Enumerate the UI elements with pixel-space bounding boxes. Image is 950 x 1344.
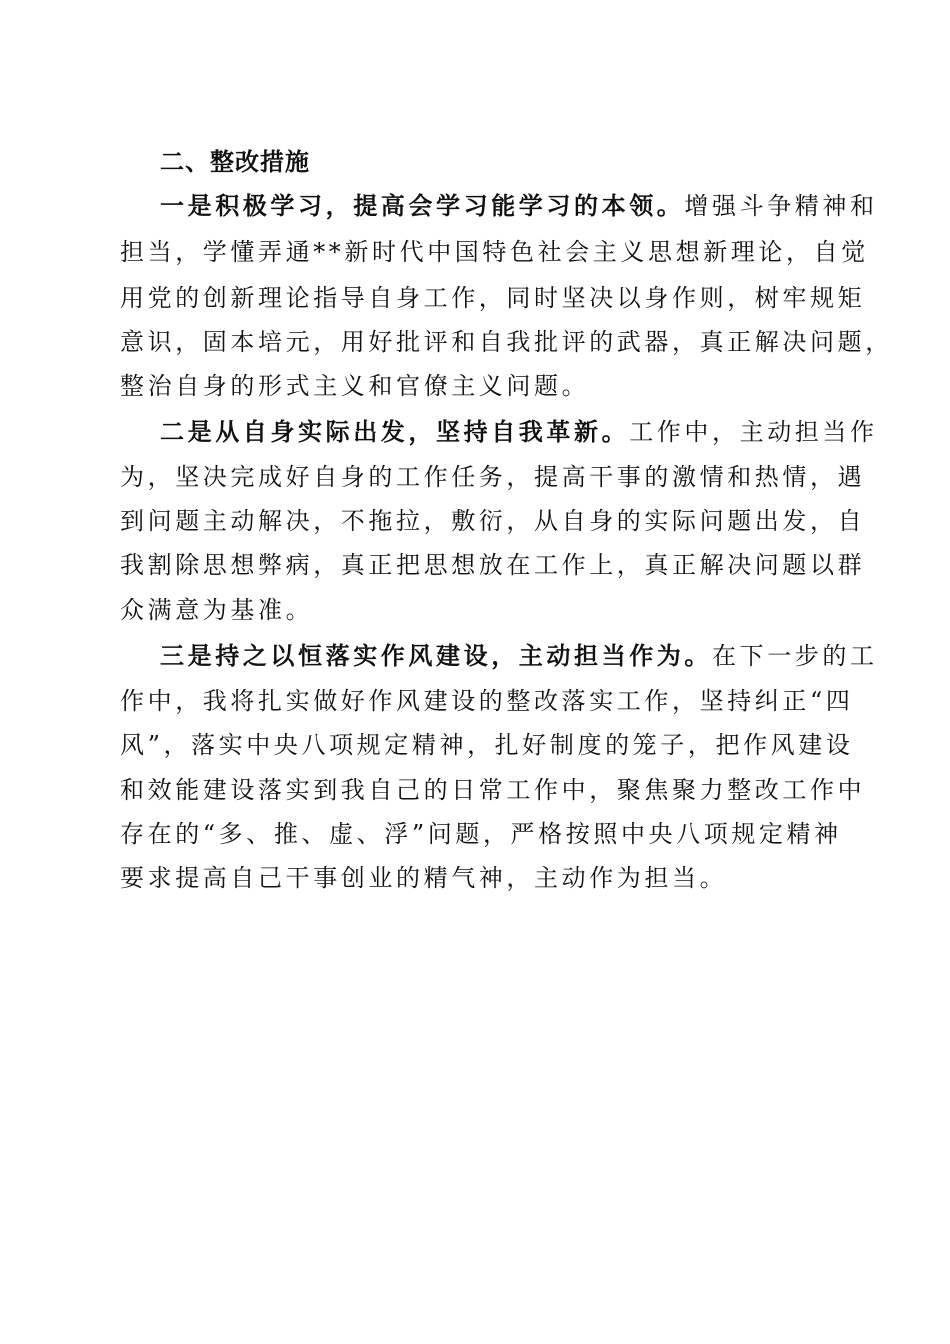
- paragraph-1-line-1: [160, 190, 878, 222]
- paragraph-2-line-1: [160, 416, 878, 448]
- paragraph-1-line-5: 整治自身的形式主义和官僚主义问题。: [120, 372, 590, 400]
- paragraph-2-text: 工作中，主动担当作: [629, 418, 878, 446]
- paragraph-3-line-1: [160, 640, 878, 672]
- paragraph-3-line-2: 作中，我将扎实做好作风建设的整改落实工作，坚持纠正“四: [120, 687, 854, 715]
- paragraph-1-line-4: 意识，固本培元，用好批评和自我批评的武器，真正解决问题，: [120, 328, 893, 356]
- paragraph-1-text: 增强斗争精神和: [684, 192, 878, 220]
- paragraph-2-line-4: 我割除思想弊病，真正把思想放在工作上，真正解决问题以群: [120, 551, 866, 579]
- paragraph-3-line-3: 风”，落实中央八项规定精神，扎好制度的笼子，把作风建设: [120, 731, 854, 759]
- paragraph-2-line-3: 到问题主动解决，不拖拉，敷衍，从自身的实际问题出发，自: [120, 507, 866, 535]
- paragraph-3-line-5: 存在的“多、推、虚、浮”问题，严格按照中央八项规定精神: [120, 820, 842, 848]
- section-heading: 二、整改措施: [160, 148, 310, 176]
- paragraph-1-lead: 一是积极学习，提高会学习能学习的本领。: [160, 192, 685, 220]
- paragraph-3-lead: 三是持之以恒落实作风建设，主动担当作为。: [160, 642, 712, 670]
- paragraph-1-line-2: 担当，学懂弄通**新时代中国特色社会主义思想新理论，自觉: [120, 238, 869, 266]
- paragraph-2-line-5: 众满意为基准。: [120, 596, 314, 624]
- paragraph-2-line-2: 为，坚决完成好自身的工作任务，提高干事的激情和热情，遇: [120, 463, 866, 491]
- paragraph-3-text: 在下一步的工: [712, 642, 878, 670]
- paragraph-3-line-4: 和效能建设落实到我自己的日常工作中，聚焦聚力整改工作中: [120, 776, 866, 804]
- paragraph-1-line-3: 用党的创新理论指导自身工作，同时坚决以身作则，树牢规矩: [120, 284, 866, 312]
- paragraph-2-lead: 二是从自身实际出发，坚持自我革新。: [160, 418, 630, 446]
- paragraph-3-line-6: 要求提高自己干事创业的精气神，主动作为担当。: [120, 864, 728, 892]
